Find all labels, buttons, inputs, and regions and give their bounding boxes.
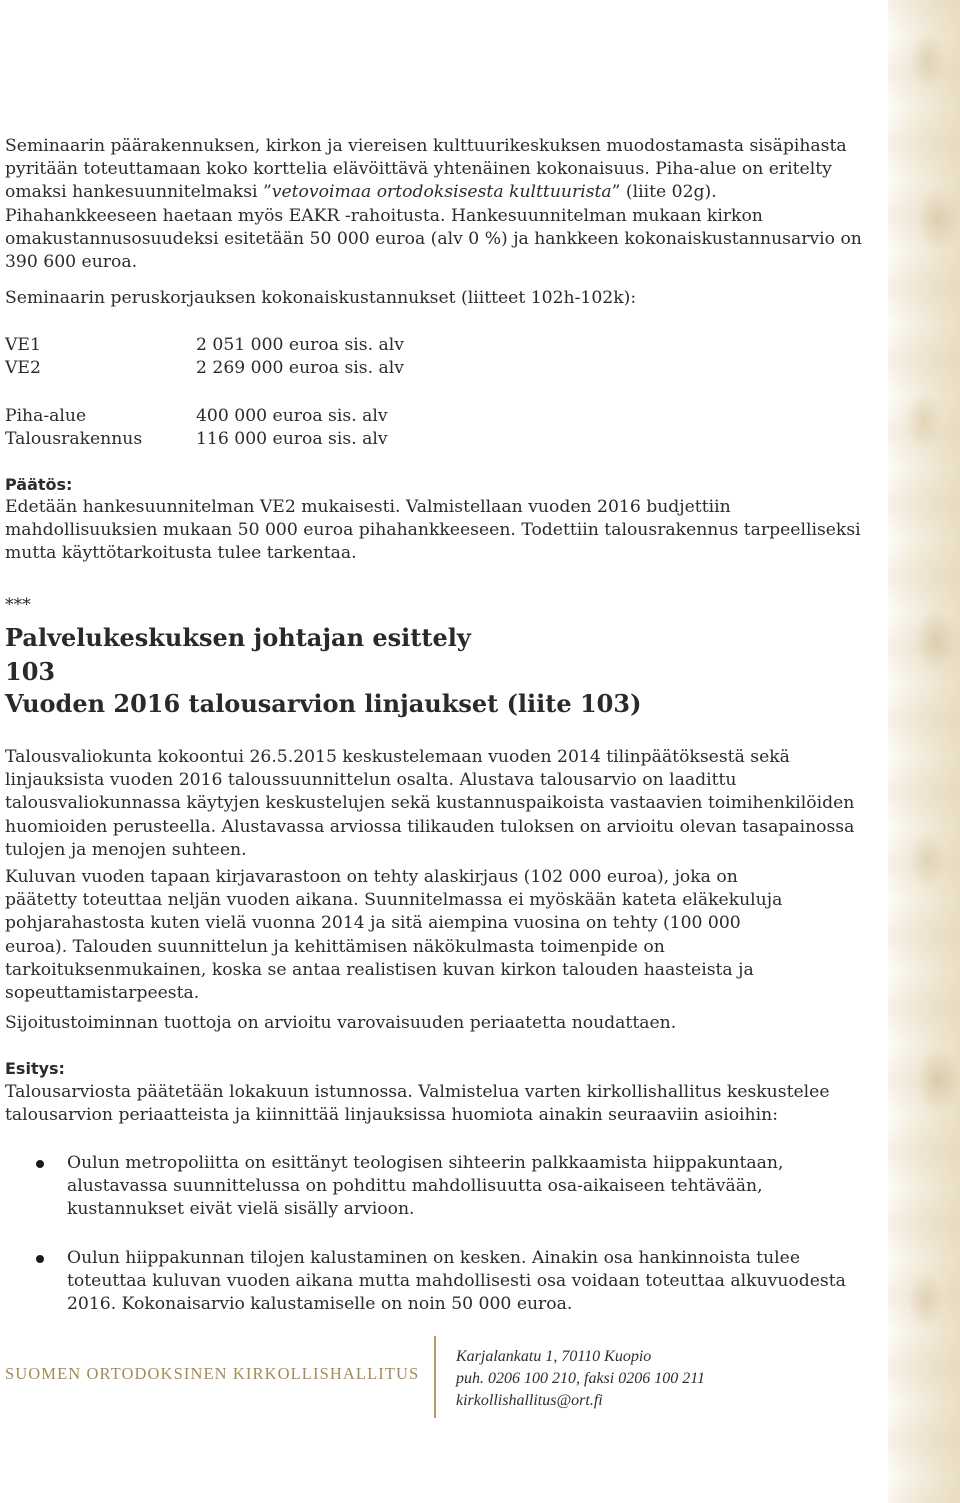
footer-organization: SUOMEN ORTODOKSINEN KIRKOLLISHALLITUS	[5, 1364, 420, 1383]
separator: ***	[5, 595, 31, 615]
cost-label-ve2: VE2	[5, 358, 41, 378]
proposal-bullet-2: Oulun hiippakunnan tilojen kalustaminen on kesken. Ainakin osa hankinnoista tulee toteuttaa kuluvan vuoden aikana mutta mahdollisesti osa voidaan toteuttaa alkuvuodesta 2016. Kokonaisarvio kalustamiselle on noin 50 000 euroa.	[67, 1248, 846, 1315]
footer-divider	[434, 1336, 436, 1418]
footer-address: Karjalankatu 1, 70110 Kuopio	[456, 1348, 652, 1365]
section-title: Palvelukeskuksen johtajan esittely	[5, 623, 471, 652]
cost-value-ve1: 2 051 000 euroa sis. alv	[196, 335, 404, 355]
costs-intro: Seminaarin peruskorjauksen kokonaiskustannukset (liitteet 102h-102k):	[5, 288, 637, 308]
cost-value-talous: 116 000 euroa sis. alv	[196, 429, 388, 449]
cost-label-ve1: VE1	[5, 335, 41, 355]
cost-label-talous: Talousrakennus	[5, 429, 143, 449]
proposal-heading: Esitys:	[5, 1059, 65, 1078]
decision-heading: Päätös:	[5, 475, 73, 494]
body-paragraph-1: Talousvaliokunta kokoontui 26.5.2015 keskustelemaan vuoden 2014 tilinpäätöksestä sekä linjauksista vuoden 2016 taloussuunnittelun osalta. Alustava talousarvio on laadittu talousvaliokunnassa käytyjen keskustelujen sekä kustannuspaikoista vastaavien toimihenkilöiden huomioiden perusteella. Alustavassa arviossa tilikauden tuloksen on arvioitu olevan tasapainossa tulojen ja menojen suhteen.	[5, 747, 855, 860]
intro-paragraph: Seminaarin päärakennuksen, kirkon ja viereisen kulttuurikeskuksen muodostamasta sisäpihasta pyritään toteuttamaan koko korttelia elävöittävä yhtenäinen kokonaisuus. Piha-alue on eritelty omaksi hankesuunnitelmaksi ”vetovoimaa ortodoksisesta kulttuurista” (liite 02g). Pihahankkeeseen haetaan myös EAKR -rahoitusta. Hankesuunnitelman mukaan kirkon omakustannusosuudeksi esitetään 50 000 euroa (alv 0 %) ja hankkeen kokonaiskustannusarvio on 390 600 euroa.	[5, 136, 862, 273]
cost-value-ve2: 2 269 000 euroa sis. alv	[196, 358, 404, 378]
proposal-bullet-1: Oulun metropoliitta on esittänyt teologisen sihteerin palkkaamista hiippakuntaan, alustavassa suunnittelussa on pohdittu mahdollisuutta osa-aikaiseen tehtävään, kustannukset eivät vielä sisälly arvioon.	[67, 1153, 784, 1220]
bullet-icon	[36, 1255, 44, 1263]
cost-value-piha: 400 000 euroa sis. alv	[196, 406, 388, 426]
section-number: 103	[5, 657, 56, 686]
footer-email: kirkollishallitus@ort.fi	[456, 1392, 603, 1409]
cost-label-piha: Piha-alue	[5, 406, 87, 426]
bullet-icon	[36, 1160, 44, 1168]
section-subtitle: Vuoden 2016 talousarvion linjaukset (liite 103)	[5, 689, 642, 718]
body-paragraph-2: Kuluvan vuoden tapaan kirjavarastoon on tehty alaskirjaus (102 000 euroa), joka on päätetty toteuttaa neljän vuoden aikana. Suunnitelmassa ei myöskään kateta eläkekuluja pohjarahastosta kuten vielä vuonna 2014 ja sitä aiempina vuosina on tehty (100 000 euroa). Talouden suunnittelun ja kehittämisen näkökulmasta toimenpide on tarkoituksenmukainen, koska se antaa realistisen kuvan kirkon talouden haasteista ja sopeuttamistarpeesta.	[5, 867, 783, 1004]
footer-phone: puh. 0206 100 210, faksi 0206 100 211	[456, 1370, 706, 1387]
proposal-text: Talousarviosta päätetään lokakuun istunnossa. Valmistelua varten kirkollishallitus keskustelee talousarvion periaatteista ja kiinnittää linjauksissa huomiota ainakin seuraaviin asioihin:	[5, 1082, 830, 1126]
decorative-border	[888, 0, 960, 1503]
decision-text: Edetään hankesuunnitelman VE2 mukaisesti. Valmistellaan vuoden 2016 budjettiin mahdollisuuksien mukaan 50 000 euroa pihahankkeeseen. Todettiin talousrakennus tarpeelliseksi mutta käyttötarkoitusta tulee tarkentaa.	[5, 497, 861, 564]
body-paragraph-3: Sijoitustoiminnan tuottoja on arvioitu varovaisuuden periaatetta noudattaen.	[5, 1013, 677, 1033]
